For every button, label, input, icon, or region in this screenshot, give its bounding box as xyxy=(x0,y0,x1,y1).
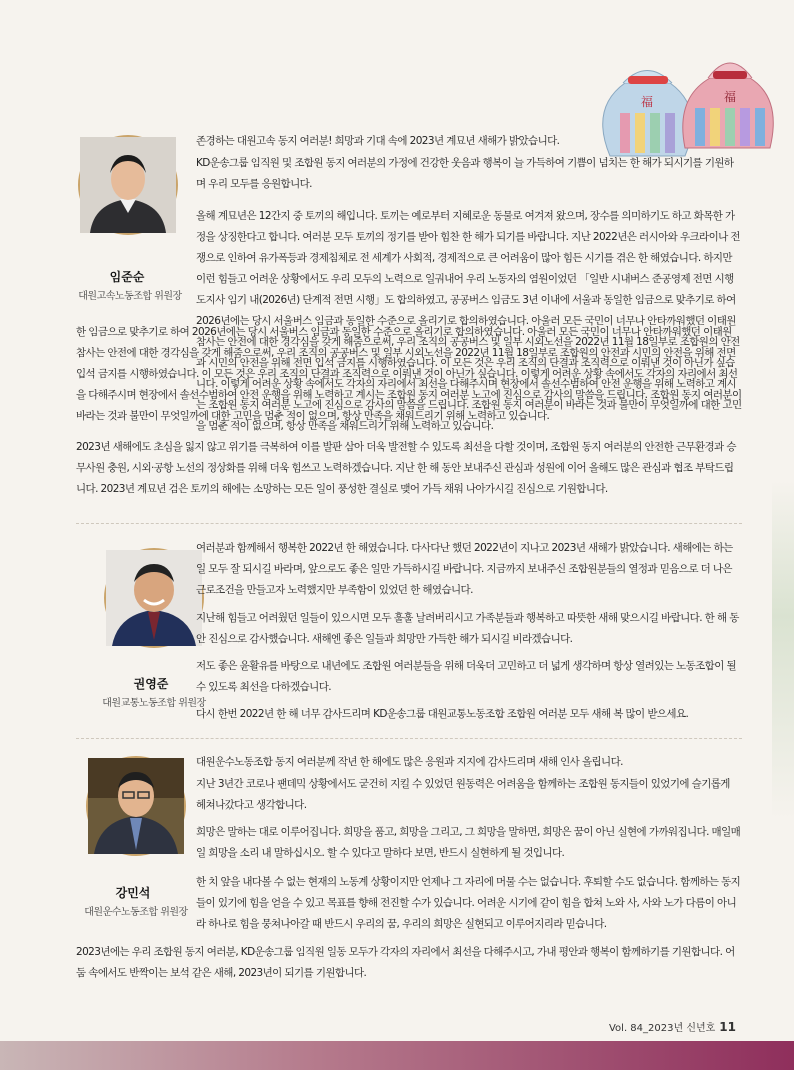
section-divider xyxy=(76,523,742,524)
bottom-color-bar xyxy=(0,1041,794,1070)
paragraph: 2023년에는 우리 조합원 동지 여러분, KD운송그룹 임직원 일동 모두가 각자의 자리에서 최선을 다해주시고, 가내 평안과 행복이 함께하기를 기원합니다. 어둠 속에서도 반짝이는 보석 같은 새해, 2023년이 되기를 기원합니다. xyxy=(76,946,735,979)
paragraph: 희망은 말하는 대로 이루어집니다. 희망을 품고, 희망을 그리고, 그 희망을 말하면, 희망은 꿈이 아닌 실현에 가까워집니다. 매일매일 희망을 소리 내 말하십시오. 할 수 있다고 말하다 보면, 반드시 실현하게 될 것입니다. xyxy=(196,826,741,859)
paragraph: 존경하는 대원고속 동지 여러분! 희망과 기대 속에 2023년 계묘년 새해가 밝았습니다. xyxy=(196,135,560,147)
paragraph: 다시 한번 2022년 한 해 너무 감사드리며 KD운송그룹 대원교통노동조합 조합원 여러분 모두 새해 복 많이 받으세요. xyxy=(196,708,689,720)
portrait-im-junsun xyxy=(78,135,178,235)
person-name: 임준순 xyxy=(109,270,145,284)
paragraph: 여러분과 함께해서 행복한 2022년 한 해였습니다. 다사다난 했던 2022년이 지나고 2023년 새해가 밝았습니다. 새해에는 하는 일 모두 잘 되시길 바라며, 앞으로도 좋은 일만 가득하시길 바랍니다. 지금까지 보내주신 조합원분들의 열정과 믿음으로 더 나은 근로조건을 만들고자 노력했지만 부족함이 있었던 한 해였습니다. xyxy=(196,542,733,596)
paragraph: KD운송그룹 임직원 및 조합원 동지 여러분의 가정에 건강한 웃음과 행복이 늘 가득하여 기쁨이 넘치는 한 해가 되시기를 기원하며 우리 모두를 응원합니다. xyxy=(196,157,734,190)
person-role: 대원교통노동조합 위원장 xyxy=(102,698,206,709)
section-divider xyxy=(76,738,742,739)
issue-label: Vol. 84_2023년 신년호 xyxy=(608,1023,716,1034)
paragraph: 한 치 앞을 내다볼 수 없는 현재의 노동계 상황이지만 언제나 그 자리에 머물 수는 없습니다. 후퇴할 수도 없습니다. 함께하는 동지들이 있기에 힘을 얻을 수 있고 목표를 향해 전진할 수가 있습니다. 어려운 시기에 같이 힘을 합쳐 노와 사, 사와 노가 다름이 아니라 하나로 힘을 뭉쳐나아갈 때 반드시 우리의 꿈, 우리의 희망은 실현되고 이루어지리라 믿습니다. xyxy=(196,876,741,930)
svg-text:福: 福 xyxy=(723,90,737,104)
paragraph: 올해 계묘년은 12간지 중 토끼의 해입니다. 토끼는 예로부터 지혜로운 동물로 여겨져 왔으며, 장수를 의미하기도 하고 화목한 가정을 상징한다고 합니다. 여러분 모두 토끼의 정기를 받아 힘찬 한 해가 되기를 바랍니다. 지난 2022년은 러시아와 우크라이나 전쟁으로 인하여 유가폭등과 경제침체로 전 세계가 사회적, 경제적으로 큰 어려움이 많아 힘든 시기를 겪은 한 해였습니다. 하지만 이런 힘들고 어려운 상황에서도 우리 모두의 노력으로 일궈내어 우리 노동자의 염원이었던 「일반 시내버스 준공영제 전면 시행 도지사 임기 내(2026년) 단계적 전면 시행」도 합의하였고, 공공버스 임금도 3년 이내에 서울과 동일한 임금으로 맞추기로 하여 2026년에는 당시 서울버스 임금과 동일한 수준으로 올리기로 합의하였습니다. 아울러 모든 국민이 너무나 안타까워했던 이태원 참사는 안전에 대한 경각심을 갖게 해줌으로써, 우리 조직의 공공버스 및 일부 시외노선을 2022년 11월 18일부로 조합원의 안전과 시민의 안전을 위해 전면 입석 금지를 시행하였습니다. 이 모든 것은 우리 조직의 단결과 조직력으로 이뤄낸 것이 아닌가 싶습니다. 이렇게 어려운 상황 속에서도 각자의 자리에서 최선을 다해주시며 현장에서 솔선수범하여 안전 운행을 위해 노력하고 계시는 조합원 동지 여러분 노고에 진심으로 감사의 말씀을 드립니다. 조합원 동지 여러분이 바라는 것과 불만이 무엇일까에 대한 고민을 멈춘 적이 없으며, 항상 만족을 채워드리기 위해 노력하고 있습니다. xyxy=(196,210,742,432)
svg-text:福: 福 xyxy=(640,95,654,109)
decorative-strip xyxy=(772,480,794,820)
paragraph: 저도 좋은 윤활유를 바탕으로 내년에도 조합원 여러분들을 위해 더욱더 고민하고 더 넓게 생각하며 항상 열려있는 노동조합이 될 수 있도록 최선을 다하겠습니다. xyxy=(196,660,737,693)
paragraph: 2023년 새해에도 초심을 잃지 않고 위기를 극복하여 이를 발판 삼아 더욱 발전할 수 있도록 최선을 다할 것이며, 조합원 동지 여러분의 안전한 근무환경과 승무사원 충원, 시외·공항 노선의 정상화를 위해 더욱 힘쓰고 노력하겠습니다. 지난 한 해 동안 보내주신 관심과 성원에 이어 올해도 많은 관심과 협조 부탁드립니다. 2023년 계묘년 검은 토끼의 해에는 소망하는 모든 일이 풍성한 결실로 맺어 가득 채워 나아가시길 진심으로 기원합니다. xyxy=(76,441,736,495)
paragraph: 지난해 힘들고 어려웠던 일들이 있으시면 모두 훌훌 날려버리시고 가족분들과 행복하고 따뜻한 새해 맞으시길 바랍니다. 한 해 동안 진심으로 감사했습니다. 새해엔 좋은 일들과 희망만 가득한 해가 되시길 비라겠습니다. xyxy=(196,612,739,645)
paragraph: 지난 3년간 코로나 팬데믹 상황에서도 굳건히 지킬 수 있었던 원동력은 어려움을 함께하는 조합원 동지들이 있었기에 슬기롭게 헤쳐나갔다고 생각합니다. xyxy=(196,778,730,811)
portrait-kwon-youngjun xyxy=(104,548,204,648)
person-role: 대원고속노동조합 위원장 xyxy=(78,291,182,302)
person-role: 대원운수노동조합 위원장 xyxy=(84,907,188,918)
page-number: 11 xyxy=(719,1020,736,1034)
person-name: 권영준 xyxy=(133,677,169,691)
portrait-kang-minseok xyxy=(86,756,186,856)
paragraph-continued: 한 임금으로 맞추기로 하여 2026년에는 당시 서울버스 임금과 동일한 수준으로 올리기로 합의하였습니다. 아울러 모든 국민이 너무나 안타까워했던 이태원 참사는 안전에 대한 경각심을 갖게 해줌으로써, 우리 조직의 공공버스 및 일부 시외노선을 2022년 11월 18일부로 조합원의 안전과 시민의 안전을 위해 전면 입석 금지를 시행하였습니다. 이 모든 것은 우리 조직의 단결과 조직력으로 이뤄낸 것이 아닌가 싶습니다. 이렇게 어려운 상황 속에서도 각자의 자리에서 최선을 다해주시며 현장에서 솔선수범하여 안전 운행을 위해 노력하고 계시는 조합원 동지 여러분 노고에 진심으로 감사의 말씀을 드립니다. 조합원 동지 여러분이 바라는 것과 불만이 무엇일까에 대한 고민을 멈춘 적이 없으며, 항상 만족을 채워드리기 위해 노력하고 있습니다. xyxy=(76,326,742,422)
person-name: 강민석 xyxy=(115,886,151,900)
paragraph: 대원운수노동조합 동지 여러분께 작년 한 해에도 많은 응원과 지지에 감사드리며 새해 인사 올립니다. xyxy=(196,756,623,768)
page-footer xyxy=(609,1019,736,1034)
